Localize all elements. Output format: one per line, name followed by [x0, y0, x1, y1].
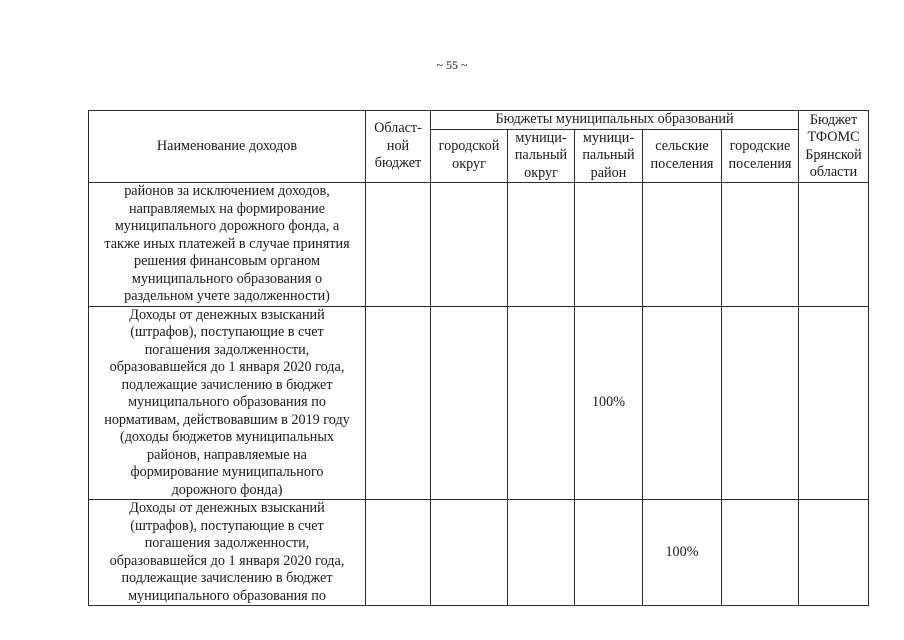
municipal-raion-cell [575, 500, 643, 606]
header-city-district: городской округ [431, 129, 508, 183]
municipal-okrug-cell [508, 306, 575, 500]
header-tfoms-budget: Бюджет ТФОМС Брянской области [799, 111, 869, 183]
header-rural-settlements: сельские поселения [643, 129, 722, 183]
municipal-raion-cell [575, 183, 643, 307]
city-district-cell [431, 183, 508, 307]
city-district-cell [431, 500, 508, 606]
table-row [89, 306, 869, 500]
urban-cell [722, 500, 799, 606]
header-regional-budget: Област- ной бюджет [366, 111, 431, 183]
income-distribution-table [88, 110, 869, 606]
rural-cell [643, 183, 722, 307]
regional-cell [366, 306, 431, 500]
header-income-name: Наименование доходов [89, 111, 366, 183]
municipal-okrug-cell [508, 183, 575, 307]
header-municipal-okrug: муници- пальный округ [508, 129, 575, 183]
header-row-top [89, 111, 869, 130]
tfoms-cell [799, 306, 869, 500]
urban-cell [722, 183, 799, 307]
regional-cell [366, 183, 431, 307]
table-row [89, 183, 869, 307]
page-number: ~ 55 ~ [436, 58, 468, 72]
rural-cell [643, 306, 722, 500]
urban-cell [722, 306, 799, 500]
header-urban-settlements: городские поселения [722, 129, 799, 183]
municipal-raion-cell: 100% [575, 306, 643, 500]
table-row [89, 500, 869, 606]
rural-cell: 100% [643, 500, 722, 606]
header-municipal-budgets: Бюджеты муниципальных образований [431, 111, 799, 130]
income-name-cell: Доходы от денежных взысканий (штрафов), поступающие в счет погашения задолженности, образовавшейся до 1 января 2020 года, подлежащие зачислению в бюджет муниципального образования по нормативам, действовавшим в 2019 году (доходы бюджетов муниципальных районов, направляемые на формирование муниципального дорожного фонда) [89, 306, 366, 500]
tfoms-cell [799, 183, 869, 307]
income-name-cell: районов за исключением доходов, направляемых на формирование муниципального дорожного фонда, а также иных платежей в случае принятия решения финансовым органом муниципального образования о раздельном учете задолженности) [89, 183, 366, 307]
regional-cell [366, 500, 431, 606]
tfoms-cell [799, 500, 869, 606]
header-municipal-raion: муници- пальный район [575, 129, 643, 183]
income-name-cell: Доходы от денежных взысканий (штрафов), поступающие в счет погашения задолженности, образовавшейся до 1 января 2020 года, подлежащие зачислению в бюджет муниципального образования по [89, 500, 366, 606]
city-district-cell [431, 306, 508, 500]
municipal-okrug-cell [508, 500, 575, 606]
